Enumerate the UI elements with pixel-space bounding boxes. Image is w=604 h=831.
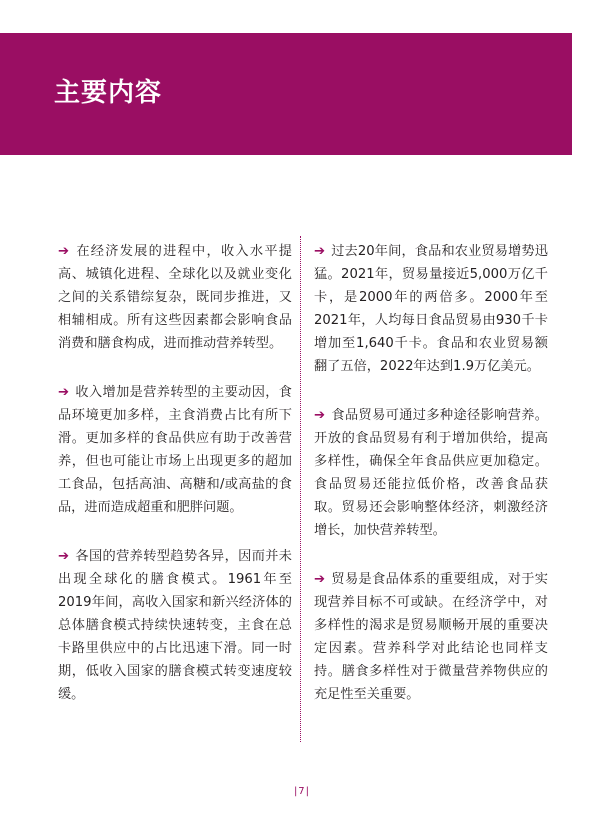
paragraph-text: 过去20年间，食品和农业贸易增势迅猛。2021年，贸易量接近5,000万亿千卡，是2000年的两倍多。2000年至2021年，人均每日食品贸易由930千卡增加至1,640千卡。食品和农业贸易额翻了五倍，2022年达到1.9万亿美元。 xyxy=(314,244,548,374)
left-column xyxy=(58,240,292,732)
bullet-paragraph xyxy=(58,240,292,355)
bullet-paragraph xyxy=(314,568,548,706)
bullet-paragraph xyxy=(314,404,548,542)
bullet-paragraph xyxy=(58,545,292,706)
column-divider xyxy=(300,236,301,742)
paragraph-text: 食品贸易可通过多种途径影响营养。开放的食品贸易有利于增加供给，提高多样性，确保全年食品供应更加稳定。食品贸易还能拉低价格，改善食品获取。贸易还会影响整体经济，刺激经济增长，加快营养转型。 xyxy=(314,408,548,538)
right-column xyxy=(314,240,548,732)
arrow-right-icon: ➔ xyxy=(314,244,326,259)
page-number: |7| xyxy=(293,786,311,797)
paragraph-text: 贸易是食品体系的重要组成，对于实现营养目标不可或缺。在经济学中，对多样性的渴求是贸易顺畅开展的重要决定因素。营养科学对此结论也同样支持。膳食多样性对于微量营养物供应的充足性至关重要。 xyxy=(314,572,548,702)
paragraph-text: 各国的营养转型趋势各异，因而并未出现全球化的膳食模式。1961年至2019年间，高收入国家和新兴经济体的总体膳食模式持续快速转变，主食在总卡路里供应中的占比迅速下滑。同一时期，低收入国家的膳食模式转变速度较缓。 xyxy=(58,549,292,702)
arrow-right-icon: ➔ xyxy=(58,385,70,400)
paragraph-text: 在经济发展的进程中，收入水平提高、城镇化进程、全球化以及就业变化之间的关系错综复杂，既同步推进，又相辅相成。所有这些因素都会影响食品消费和膳食构成，进而推动营养转型。 xyxy=(58,244,292,351)
page-title: 主要内容 xyxy=(54,78,163,108)
paragraph-text: 收入增加是营养转型的主要动因，食品环境更加多样，主食消费占比有所下滑。更加多样的食品供应有助于改善营养，但也可能让市场上出现更多的超加工食品，包括高油、高糖和/或高盐的食品，进而造成超重和肥胖问题。 xyxy=(58,385,292,515)
arrow-right-icon: ➔ xyxy=(58,244,70,259)
bullet-paragraph xyxy=(314,240,548,378)
arrow-right-icon: ➔ xyxy=(314,408,326,423)
arrow-right-icon: ➔ xyxy=(58,549,70,564)
bullet-paragraph xyxy=(58,381,292,519)
arrow-right-icon: ➔ xyxy=(314,572,326,587)
